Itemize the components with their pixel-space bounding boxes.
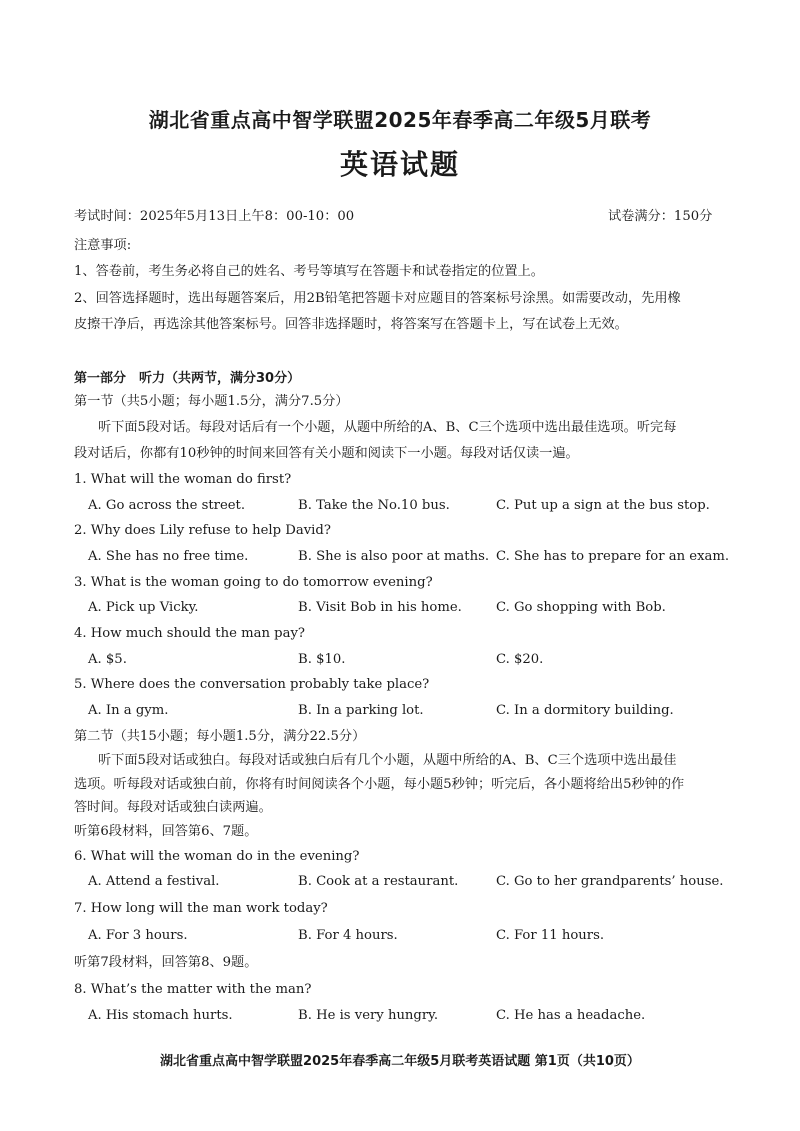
section2-instructions-line-1: 听下面5段对话或独白。每段对话或独白后有几个小题，从题中所给的A、B、C三个选项中选出最佳 <box>98 753 677 768</box>
full-score: 试卷满分：150分 <box>608 209 713 224</box>
question-8: 8. What’s the matter with the man? <box>74 982 312 997</box>
note-item-1: 1、答卷前，考生务必将自己的姓名、考号等填写在答题卡和试卷指定的位置上。 <box>74 264 544 279</box>
q8-option-b: B. He is very hungry. <box>298 1008 439 1023</box>
q2-option-c: C. She has to prepare for an exam. <box>496 549 730 564</box>
q7-option-c: C. For 11 hours. <box>496 928 605 943</box>
question-2: 2. Why does Lily refuse to help David? <box>74 523 331 538</box>
note-item-2-line-2: 皮擦干净后，再选涂其他答案标号。回答非选择题时，将答案写在答题卡上，写在试卷上无效。 <box>74 317 628 332</box>
material-6-instruction: 听第6段材料，回答第6、7题。 <box>74 824 258 839</box>
q8-option-c: C. He has a headache. <box>496 1008 646 1023</box>
q1-option-a: A. Go across the street. <box>88 498 246 513</box>
section1-instructions-line-2: 段对话后，你都有10秒钟的时间来回答有关小题和阅读下一小题。每段对话仅读一遍。 <box>74 446 579 461</box>
q3-option-b: B. Visit Bob in his home. <box>298 600 462 615</box>
q6-option-b: B. Cook at a restaurant. <box>298 874 459 889</box>
q1-option-c: C. Put up a sign at the bus stop. <box>496 498 710 513</box>
section2-heading: 第二节（共15小题；每小题1.5分，满分22.5分） <box>74 729 366 744</box>
exam-subject-title: 英语试题 <box>339 148 460 181</box>
part1-heading: 第一部分 听力（共两节，满分30分） <box>74 371 301 386</box>
notes-heading: 注意事项: <box>74 238 132 253</box>
section2-instructions-line-3: 答时间。每段对话或独白读两遍。 <box>74 800 272 815</box>
q4-option-b: B. $10. <box>298 652 346 667</box>
q4-option-c: C. $20. <box>496 652 544 667</box>
section1-instructions-line-1: 听下面5段对话。每段对话后有一个小题，从题中所给的A、B、C三个选项中选出最佳选项。听完每 <box>98 420 677 435</box>
exam-title: 湖北省重点高中智学联盟2025年春季高二年级5月联考 <box>148 108 652 132</box>
question-7: 7. How long will the man work today? <box>74 901 328 916</box>
q5-option-c: C. In a dormitory building. <box>496 703 674 718</box>
exam-time: 考试时间：2025年5月13日上午8：00-10：00 <box>74 209 355 224</box>
question-5: 5. Where does the conversation probably take place? <box>74 677 430 692</box>
section1-heading: 第一节（共5小题；每小题1.5分，满分7.5分） <box>74 394 349 409</box>
q5-option-a: A. In a gym. <box>88 703 169 718</box>
q2-option-b: B. She is also poor at maths. <box>298 549 490 564</box>
question-4: 4. How much should the man pay? <box>74 626 305 641</box>
q6-option-c: C. Go to her grandparents’ house. <box>496 874 724 889</box>
q8-option-a: A. His stomach hurts. <box>88 1008 233 1023</box>
question-6: 6. What will the woman do in the evening? <box>74 849 360 864</box>
q5-option-b: B. In a parking lot. <box>298 703 424 718</box>
q6-option-a: A. Attend a festival. <box>88 874 220 889</box>
q3-option-a: A. Pick up Vicky. <box>88 600 199 615</box>
note-item-2-line-1: 2、回答选择题时，选出每题答案后，用2B铅笔把答题卡对应题目的答案标号涂黑。如需要改动，先用橡 <box>74 291 681 306</box>
question-1: 1. What will the woman do first? <box>74 472 292 487</box>
q7-option-b: B. For 4 hours. <box>298 928 398 943</box>
q2-option-a: A. She has no free time. <box>88 549 249 564</box>
page-footer: 湖北省重点高中智学联盟2025年春季高二年级5月联考英语试题 第1页（共10页） <box>160 1054 640 1069</box>
material-7-instruction: 听第7段材料，回答第8、9题。 <box>74 955 258 970</box>
q4-option-a: A. $5. <box>88 652 127 667</box>
q3-option-c: C. Go shopping with Bob. <box>496 600 666 615</box>
section2-instructions-line-2: 选项。听每段对话或独白前，你将有时间阅读各个小题，每小题5秒钟；听完后，各小题将给出5秒钟的作 <box>74 777 685 792</box>
question-3: 3. What is the woman going to do tomorrow evening? <box>74 575 433 590</box>
q7-option-a: A. For 3 hours. <box>88 928 188 943</box>
q1-option-b: B. Take the No.10 bus. <box>298 498 450 513</box>
